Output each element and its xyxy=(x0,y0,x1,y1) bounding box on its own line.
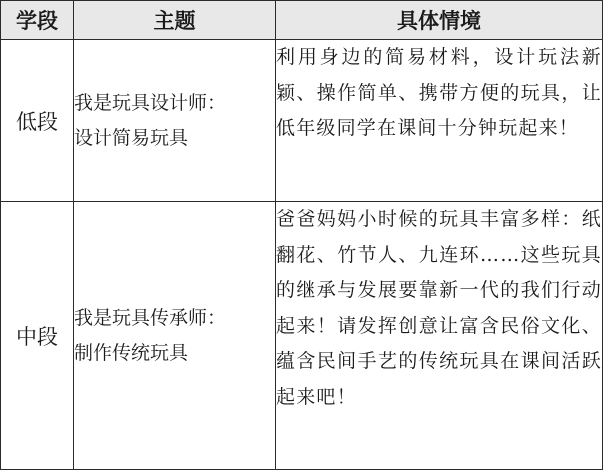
theme-subtitle: 制作传统玩具 xyxy=(74,341,189,364)
stage-cell: 低段 xyxy=(1,40,74,202)
header-context: 具体情境 xyxy=(276,1,603,40)
theme-cell xyxy=(74,40,276,202)
theme-cell xyxy=(74,202,276,470)
table-row xyxy=(1,40,603,202)
header-stage: 学段 xyxy=(1,1,74,40)
theme-title: 我是玩具设计师： xyxy=(74,91,227,114)
theme-title: 我是玩具传承师： xyxy=(74,306,227,329)
header-theme: 主题 xyxy=(74,1,276,40)
table-row xyxy=(1,202,603,470)
stage-cell: 中段 xyxy=(1,202,74,470)
context-cell: 爸爸妈妈小时候的玩具丰富多样：纸翻花、竹节人、九连环……这些玩具的继承与发展要靠新一代的我们行动起来！请发挥创意让富含民俗文化、蕴含民间手艺的传统玩具在课间活跃起来吧！ xyxy=(276,202,603,470)
theme-subtitle: 设计简易玩具 xyxy=(74,126,189,149)
header-row xyxy=(1,1,603,40)
context-cell: 利用身边的简易材料，设计玩法新颖、操作简单、携带方便的玩具，让低年级同学在课间十分钟玩起来！ xyxy=(276,40,603,202)
